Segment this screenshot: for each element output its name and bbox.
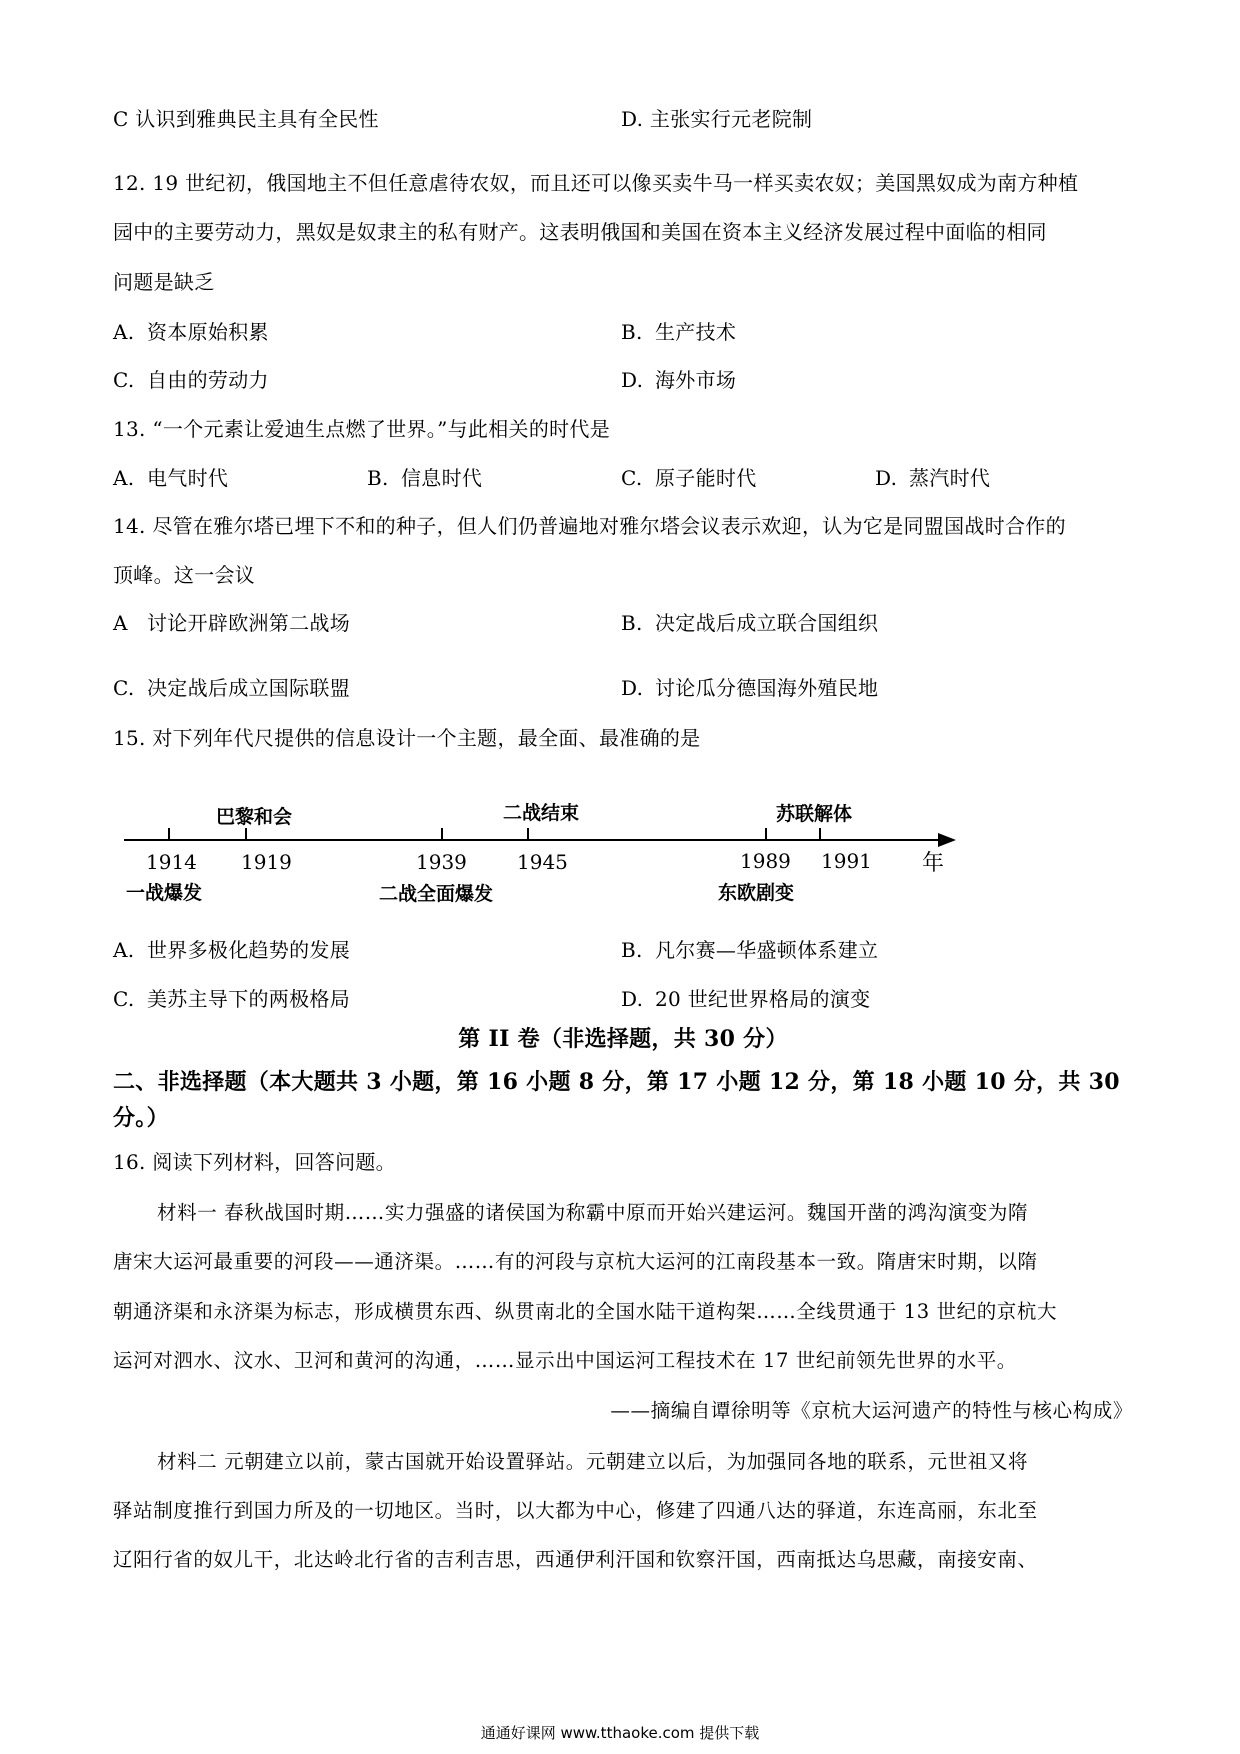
event-ww2-full-outbreak: 二战全面爆发 — [379, 883, 494, 905]
year-1939: 1939 — [416, 850, 467, 874]
timeline-figure — [124, 788, 964, 908]
q16-material2-line-3: 辽阳行省的奴儿干，北达岭北行省的吉利吉思，西通伊利汗国和钦察汗国，西南抵达乌思藏，南接安南、 — [113, 1548, 1038, 1571]
q14-option-d: D. 讨论瓜分德国海外殖民地 — [621, 676, 879, 700]
q14-option-a: A 讨论开辟欧洲第二战场 — [113, 611, 350, 635]
q13-option-d: D. 蒸汽时代 — [875, 466, 991, 490]
q16-stem: 16. 阅读下列材料，回答问题。 — [113, 1150, 396, 1174]
event-paris-conference: 巴黎和会 — [216, 806, 293, 828]
q13-option-a: A. 电气时代 — [113, 466, 229, 490]
year-1991: 1991 — [821, 849, 872, 873]
q12-stem-line-3: 问题是缺乏 — [113, 270, 215, 294]
part2-title: 第 II 卷（非选择题，共 30 分） — [458, 1026, 788, 1052]
q15-option-d: D. 20 世纪世界格局的演变 — [621, 987, 871, 1011]
q16-material1-line-4: 运河对泗水、汶水、卫河和黄河的沟通，……显示出中国运河工程技术在 17 世纪前领先世界的水平。 — [113, 1349, 1017, 1372]
q16-material2-line-2: 驿站制度推行到国力所及的一切地区。当时，以大都为中心，修建了四通八达的驿道，东连高丽，东北至 — [113, 1499, 1038, 1522]
q13-option-b: B. 信息时代 — [367, 466, 483, 490]
event-ww2-end: 二战结束 — [503, 802, 580, 824]
q14-option-b: B. 决定战后成立联合国组织 — [621, 611, 879, 635]
q12-option-a: A. 资本原始积累 — [113, 320, 269, 344]
part2-heading-line-1: 二、非选择题（本大题共 3 小题，第 16 小题 8 分，第 17 小题 12 分，第 18 小题 10 分，共 30 — [113, 1069, 1120, 1095]
q16-material1-source: ——摘编自谭徐明等《京杭大运河遗产的特性与核心构成》 — [610, 1399, 1133, 1422]
q15-option-a: A. 世界多极化趋势的发展 — [113, 938, 350, 962]
q16-material2-line-1: 材料二 元朝建立以前，蒙古国就开始设置驿站。元朝建立以后，为加强同各地的联系，元世祖又将 — [157, 1450, 1029, 1473]
q12-option-c: C. 自由的劳动力 — [113, 368, 269, 392]
page-footer: 通通好课网 www.tthaoke.com 提供下载 — [480, 1724, 760, 1742]
q11-option-d: D. 主张实行元老院制 — [621, 107, 813, 131]
part2-heading-line-2: 分。） — [113, 1105, 169, 1131]
q12-stem-line-1: 12. 19 世纪初，俄国地主不但任意虐待农奴，而且还可以像买卖牛马一样买卖农奴；美国黑奴成为南方种植 — [113, 171, 1079, 195]
event-ww1-outbreak: 一战爆发 — [126, 882, 203, 904]
q13-stem: 13. “一个元素让爱迪生点燃了世界。”与此相关的时代是 — [113, 417, 611, 441]
event-eastern-europe-upheaval: 东欧剧变 — [718, 882, 795, 904]
q15-option-c: C. 美苏主导下的两极格局 — [113, 987, 350, 1011]
q12-stem-line-2: 园中的主要劳动力，黑奴是奴隶主的私有财产。这表明俄国和美国在资本主义经济发展过程中面临的相同 — [113, 220, 1047, 244]
year-unit-label: 年 — [922, 851, 945, 876]
q16-material1-line-3: 朝通济渠和永济渠为标志，形成横贯东西、纵贯南北的全国水陆干道构架……全线贯通于 13 世纪的京杭大 — [113, 1300, 1058, 1323]
q15-stem: 15. 对下列年代尺提供的信息设计一个主题，最全面、最准确的是 — [113, 726, 701, 750]
q13-option-c: C. 原子能时代 — [621, 466, 757, 490]
q16-material1-line-2: 唐宋大运河最重要的河段——通济渠。……有的河段与京杭大运河的江南段基本一致。隋唐宋时期，以隋 — [113, 1250, 1038, 1273]
q12-option-b: B. 生产技术 — [621, 320, 737, 344]
q14-stem-line-1: 14. 尽管在雅尔塔已埋下不和的种子，但人们仍普遍地对雅尔塔会议表示欢迎，认为它是同盟国战时合作的 — [113, 514, 1066, 538]
q12-option-d: D. 海外市场 — [621, 368, 737, 392]
q11-option-c: C 认识到雅典民主具有全民性 — [113, 107, 379, 131]
year-1945: 1945 — [517, 850, 568, 874]
q14-option-c: C. 决定战后成立国际联盟 — [113, 676, 350, 700]
event-ussr-dissolution: 苏联解体 — [776, 803, 853, 825]
q14-stem-line-2: 顶峰。这一会议 — [113, 563, 256, 587]
year-1914: 1914 — [146, 850, 197, 874]
year-1989: 1989 — [740, 849, 791, 873]
year-1919: 1919 — [241, 850, 292, 874]
q16-material1-line-1: 材料一 春秋战国时期……实力强盛的诸侯国为称霸中原而开始兴建运河。魏国开凿的鸿沟演变为隋 — [157, 1201, 1029, 1224]
q15-option-b: B. 凡尔赛—华盛顿体系建立 — [621, 938, 879, 962]
